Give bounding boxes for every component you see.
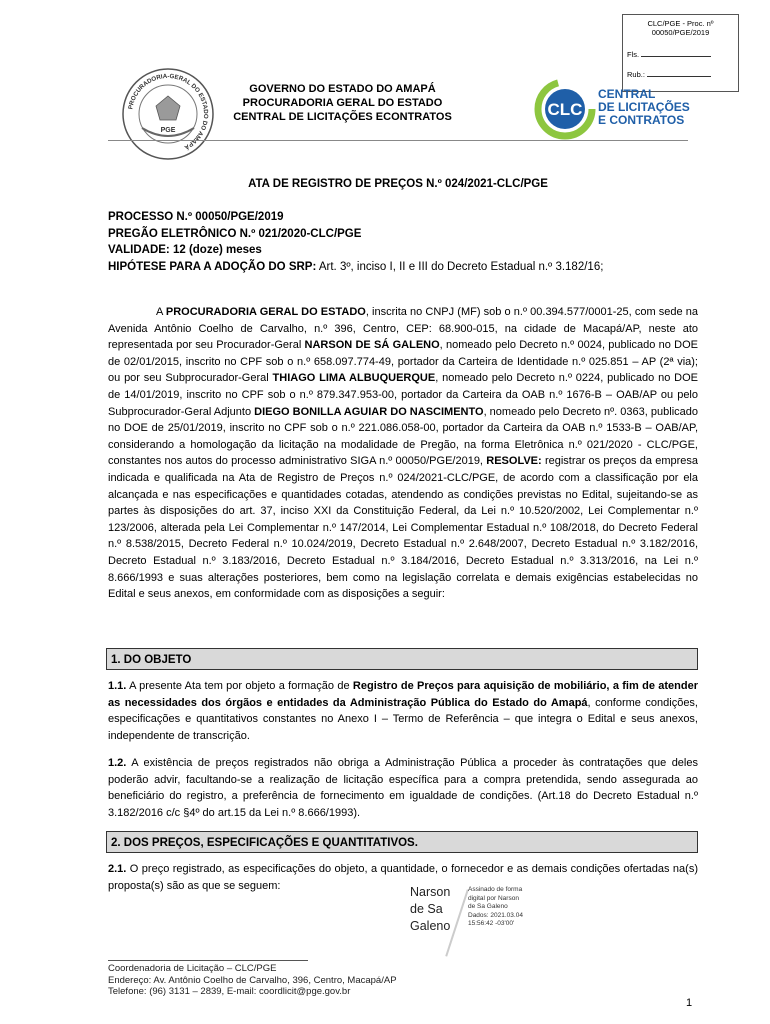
government-header bbox=[225, 82, 460, 124]
signer-name: Narson de Sa Galeno bbox=[410, 885, 451, 933]
stamp-process-label: CLC/PGE - Proc. nº bbox=[647, 19, 714, 28]
section-heading-prices: 2. DOS PREÇOS, ESPECIFICAÇÕES E QUANTITATIVOS. bbox=[106, 831, 698, 853]
clc-logo-line-2: DE LICITAÇÕES bbox=[598, 100, 690, 114]
clc-logo bbox=[534, 78, 724, 140]
footer-line-3: Telefone: (96) 3131 – 2839, E-mail: coordlicit@pge.gov.br bbox=[108, 986, 351, 997]
auction-number: PREGÃO ELETRÔNICO N.º 021/2020-CLC/PGE bbox=[108, 227, 362, 240]
clc-logo-line-3: E CONTRATOS bbox=[598, 113, 685, 127]
section-heading-object: 1. DO OBJETO bbox=[106, 648, 698, 670]
header-line-1: GOVERNO DO ESTADO DO AMAPÁ bbox=[249, 83, 436, 95]
clause-1-1: 1.1. A presente Ata tem por objeto a formação de Registro de Preços para aquisição de mobiliário, a fim de atender as necessidades dos órgãos e entidades da Administração Pública do Estado do Amapá, conforme condições, especificações e quantitativos constantes no Anexo I – Termo de Referência – que integra o Edital e seus anexos, independente de transcrição. bbox=[108, 680, 698, 742]
page-number: 1 bbox=[686, 997, 693, 1009]
footer-divider bbox=[108, 960, 308, 961]
footer-line-2: Endereço: Av. Antônio Coelho de Carvalho, 396, Centro, Macapá/AP bbox=[108, 974, 397, 986]
header-line-3: CENTRAL DE LICITAÇÕES ECONTRATOS bbox=[233, 111, 452, 123]
clc-logo-line-1: CENTRAL bbox=[598, 87, 656, 101]
stamp-process-number: 00050/PGE/2019 bbox=[651, 28, 710, 37]
seal-ring-text: PROCURADORIA-GERAL DO ESTADO DO AMAPÁ bbox=[127, 72, 210, 151]
process-metadata bbox=[108, 209, 698, 275]
page-footer bbox=[108, 963, 608, 998]
clc-logo-initials: CLC bbox=[547, 100, 583, 119]
pge-seal-logo bbox=[120, 66, 216, 162]
header-divider bbox=[108, 140, 688, 141]
hypothesis-text: Art. 3º, inciso I, II e III do Decreto Estadual n.º 3.182/16; bbox=[316, 260, 604, 273]
stamp-rub: Rub.: bbox=[627, 69, 711, 79]
header-line-2: PROCURADORIA GERAL DO ESTADO bbox=[242, 97, 443, 109]
digital-signature bbox=[410, 882, 570, 962]
document-title: ATA DE REGISTRO DE PREÇOS N.º 024/2021-CLC/PGE bbox=[248, 178, 548, 190]
footer-line-1: Coordenadoria de Licitação – CLC/PGE bbox=[108, 963, 277, 974]
clause-1-2: 1.2. A existência de preços registrados não obriga a Administração Pública a proceder às contratações que deles poderão advir, facultando-se a realização de licitação específica para a compra pretendida, sendo assegurada ao beneficiário do registro, a preferência de fornecimento em igualdade de condições. (Art.18 do Decreto Estadual n.º 3.182/2016 c/c §4º do art.15 da Lei n.º 8.666/1993). bbox=[108, 757, 698, 819]
process-number: PROCESSO N.º 00050/PGE/2019 bbox=[108, 211, 284, 223]
clause-2-1: 2.1. O preço registrado, as especificações do objeto, a quantidade, o fornecedor e as demais condições ofertadas na(s) proposta(s) são as que se seguem: bbox=[108, 863, 698, 892]
seal-center-text: PGE bbox=[160, 127, 176, 134]
preamble-paragraph: A PROCURADORIA GERAL DO ESTADO, inscrita no CNPJ (MF) sob o n.º 00.394.577/0001-25, com sede na Avenida Antônio Coelho de Carvalho, n.º 396, Centro, CEP: 68.900-015, na cidade de Macapá/AP, neste ato representada por seu Procurador-Geral NARSON DE SÁ GALENO, nomeado pelo Decreto n.º 0024, publicado no DOE de 02/01/2015, inscrito no CPF sob o n.º 658.097.774-49, portador da Carteira de Identidade n.º 025.851 – AP (2ª via); ou por seu Subprocurador-Geral THIAGO LIMA ALBUQUERQUE, nomeado pelo Decreto n.º 0224, publicado no DOE de 14/01/2019, inscrito no CPF sob o n.º 879.347.953-00, portador da Carteira da OAB n.º 1676-B – OAB/AP ou pelo Subprocurador-Geral Adjunto DIEGO BONILLA AGUIAR DO NASCIMENTO, nomeado pelo Decreto nº. 0363, publicado no DOE de 25/01/2019, inscrito no CPF sob o n.º 221.086.058-00, portador da Carteira da OAB n.º 1533-B – OAB/AP, considerando a homologação da licitação na modalidade de Pregão, na forma Eletrônica n.º 021/2020 - CLC/PGE, constantes nos autos do processo administrativo SIGA n.º 00050/PGE/2019, RESOLVE: registrar os preços da empresa indicada e qualificada na Ata de Registro de Preços n.º 024/2021-CLC/PGE, de acordo com a classificação por ela alcançada e nas especificações e quantidades cotadas, atendendo as condições previstas no Edital, sujeitando-se as partes às disposições do art. 37, inciso XXI da Constituição Federal, da Lei n.º 10.520/2002, Lei Complementar n.º 123/2006, alterada pela Lei Complementar n.º 147/2014, Lei Complementar Estadual n.º 108/2018, do Decreto Federal n.º 8.538/2015, Decreto Federal n.º 10.024/2019, Decreto Estadual n.º 2.648/2007, Decreto Estadual n.º 3.182/2016, Decreto Estadual n.º 3.183/2016, Decreto Estadual n.º 3.184/2016, Decreto Estadual n.º 3.313/2016, na Lei n.º 8.666/1993 e suas alterações posteriores, bem como na legislação correlata e demais exigências estabelecidas no Edital e seus anexos, em conformidade com as disposições a seguir: bbox=[108, 306, 699, 601]
signature-details: Assinado de forma digital por Narson de Sa Galeno Dados: 2021.03.04 15:56:42 -03'00' bbox=[468, 886, 523, 928]
validity: VALIDADE: 12 (doze) meses bbox=[108, 244, 262, 256]
hypothesis-label: HIPÓTESE PARA A ADOÇÃO DO SRP: bbox=[108, 260, 317, 273]
stamp-fls: Fls. bbox=[627, 49, 711, 59]
